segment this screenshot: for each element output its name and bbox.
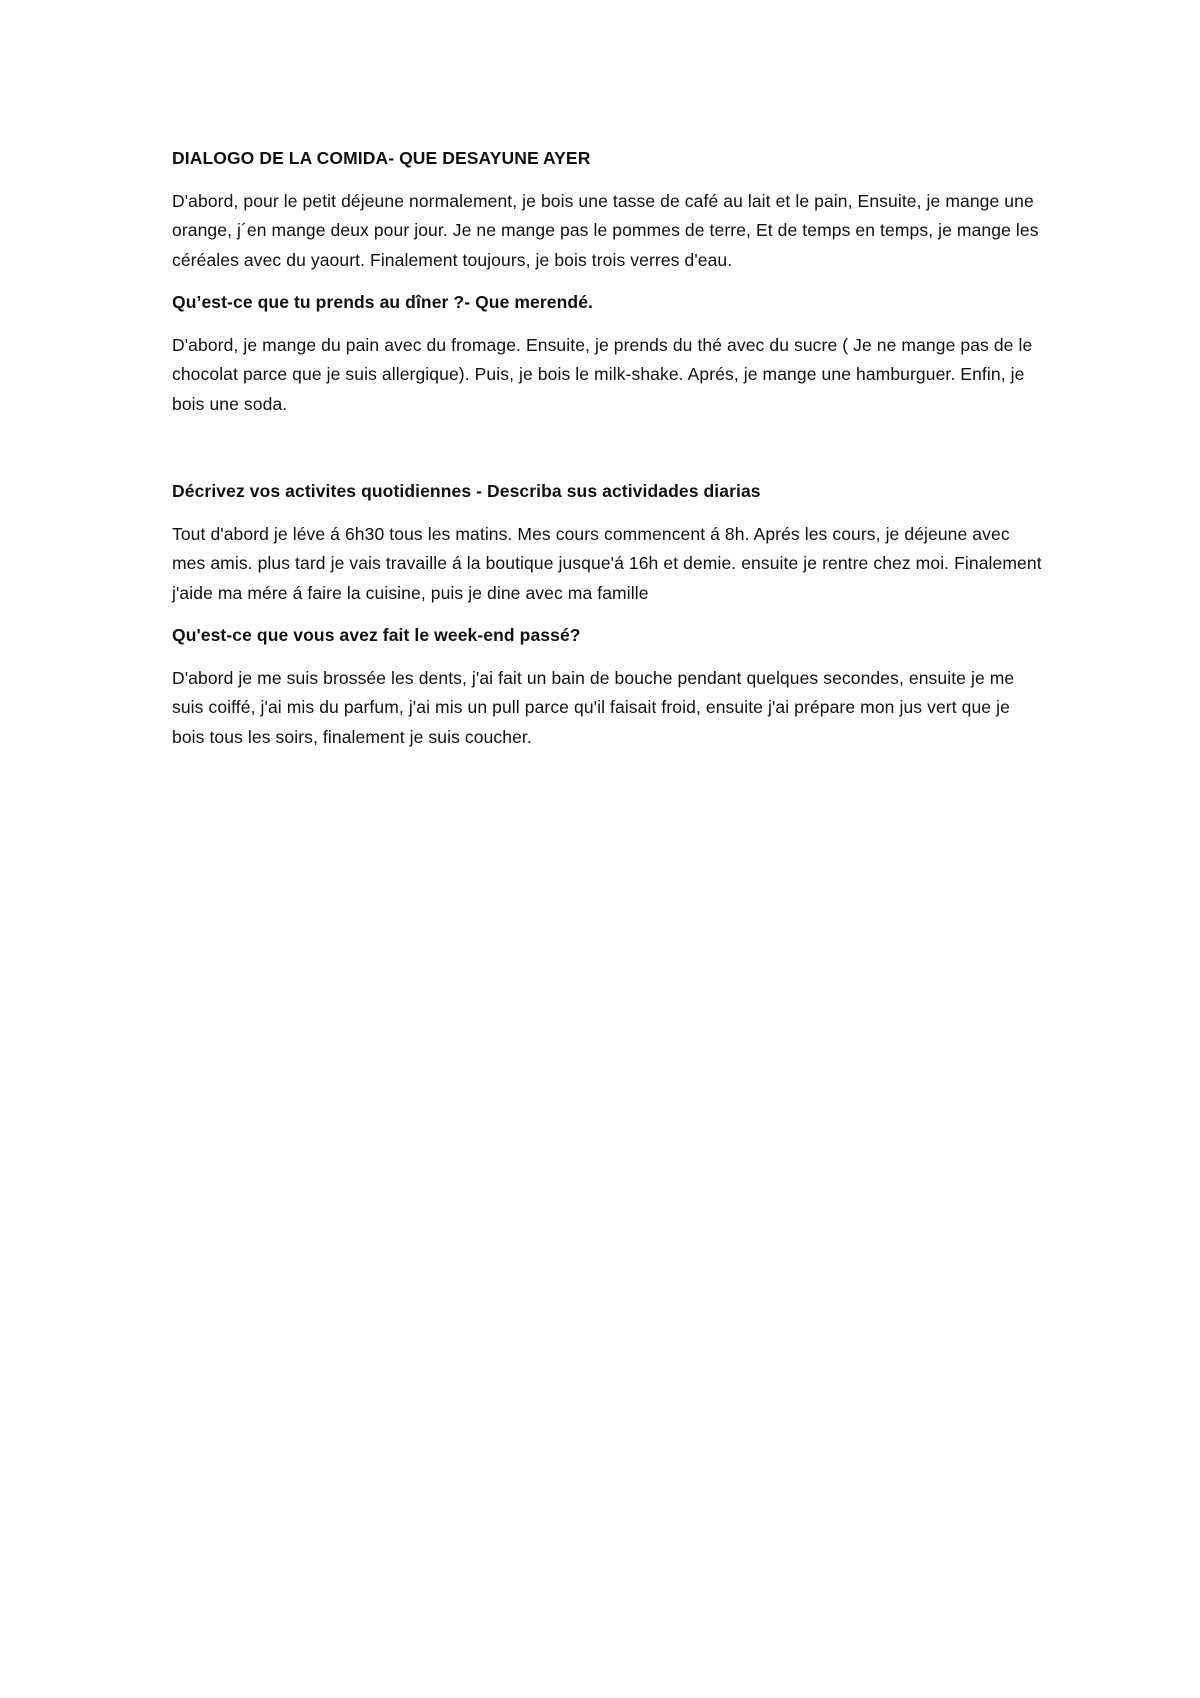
document-page	[172, 144, 1042, 765]
section-body-dinner: D'abord, je mange du pain avec du fromage. Ensuite, je prends du thé avec du sucre ( Je ne mange pas de le chocolat parce que je suis allergique). Puis, je bois le milk-shake. Aprés, je mange une hamburguer. Enfin, je bois une soda.	[172, 334, 1033, 414]
section-heading-weekend: Qu'est-ce que vous avez fait le week-end passé?	[172, 625, 581, 645]
section-heading-dinner: Qu’est-ce que tu prends au dîner ?- Que merendé.	[172, 292, 593, 312]
section-heading-breakfast: DIALOGO DE LA COMIDA- QUE DESAYUNE AYER	[172, 148, 591, 168]
section-body-breakfast: D'abord, pour le petit déjeune normalement, je bois une tasse de café au lait et le pain, Ensuite, je mange une orange, j´en mange deux pour jour. Je ne mange pas le pommes de terre, Et de temps en temps, je mange les céréales avec du yaourt. Finalement toujours, je bois trois verres d'eau.	[172, 190, 1039, 270]
section-heading-daily-activities: Décrivez vos activites quotidiennes - Describa sus actividades diarias	[172, 481, 761, 501]
section-body-weekend: D'abord je me suis brossée les dents, j'ai fait un bain de bouche pendant quelques secondes, ensuite je me suis coiffé, j'ai mis du parfum, j'ai mis un pull parce qu'il faisait froid, ensuite j'ai prépare mon jus vert que je bois tous les soirs, finalement je suis coucher.	[172, 667, 1015, 747]
section-spacer	[172, 432, 1042, 477]
section-body-daily-activities: Tout d'abord je léve á 6h30 tous les matins. Mes cours commencent á 8h. Aprés les cours, je déjeune avec mes amis. plus tard je vais travaille á la boutique jusque'á 16h et demie. ensuite je rentre chez moi. Finalement j'aide ma mére á faire la cuisine, puis je dine avec ma famille	[172, 523, 1042, 603]
